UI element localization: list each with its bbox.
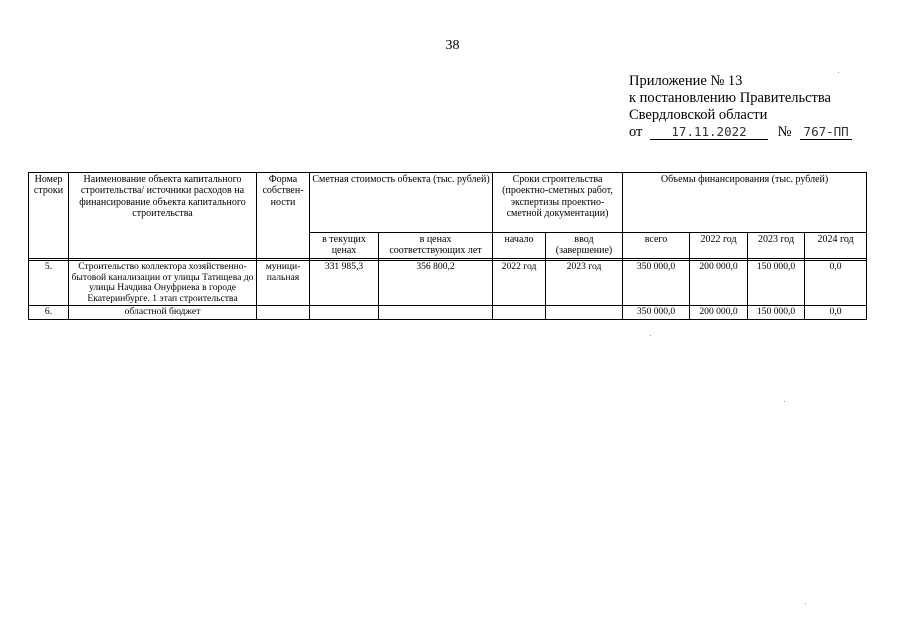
scan-speck [784, 401, 785, 402]
appendix-header [629, 73, 852, 141]
cell-current-prices [310, 306, 379, 320]
cell-2023: 150 000,0 [748, 261, 805, 306]
cell-2022: 200 000,0 [690, 306, 748, 320]
cell-commissioning [546, 306, 623, 320]
cell-object-name: Строительство коллектора хозяйственно-бытовой канализации от улицы Татищева до улицы Начдива Онуфриева в городе Екатеринбурге. 1 этап строительства [69, 261, 257, 306]
header-financing: Объемы финансирования (тыс. рублей) [623, 173, 867, 233]
header-2024: 2024 год [805, 233, 867, 259]
header-total: всего [623, 233, 690, 259]
header-ownership: Форма собствен-ности [257, 173, 310, 259]
cell-ownership [257, 306, 310, 320]
header-start: начало [493, 233, 546, 259]
header-row-number: Номер строки [29, 173, 69, 259]
header-object-name: Наименование объекта капитального строительства/ источники расходов на финансирование объекта капитального строительства [69, 173, 257, 259]
cell-total: 350 000,0 [623, 306, 690, 320]
cell-corresponding-prices [379, 306, 493, 320]
header-2022: 2022 год [690, 233, 748, 259]
cell-commissioning: 2023 год [546, 261, 623, 306]
scan-speck [805, 603, 806, 604]
cell-row-number: 6. [29, 306, 69, 320]
appendix-title: Приложение № 13 [629, 73, 743, 89]
table-row [29, 261, 867, 306]
cell-current-prices: 331 985,3 [310, 261, 379, 306]
cell-ownership: муници-пальная [257, 261, 310, 306]
cell-object-name: областной бюджет [69, 306, 257, 320]
header-estimated-cost: Сметная стоимость объекта (тыс. рублей) [310, 173, 493, 233]
table-row [29, 306, 867, 320]
cell-total: 350 000,0 [623, 261, 690, 306]
cell-start [493, 306, 546, 320]
header-construction-terms: Сроки строительства (проектно-сметных работ, экспертизы проектно-сметной документации) [493, 173, 623, 233]
cell-corresponding-prices: 356 800,2 [379, 261, 493, 306]
header-2023: 2023 год [748, 233, 805, 259]
table-header-row [29, 173, 867, 233]
scan-speck [650, 335, 651, 336]
cell-start: 2022 год [493, 261, 546, 306]
cell-row-number: 5. [29, 261, 69, 306]
page-number: 38 [445, 38, 460, 53]
cell-2023: 150 000,0 [748, 306, 805, 320]
header-corresponding-prices: в ценах соответствующих лет [379, 233, 493, 259]
cell-2024: 0,0 [805, 261, 867, 306]
header-commissioning: ввод (завершение) [546, 233, 623, 259]
cell-2022: 200 000,0 [690, 261, 748, 306]
resolution-date: 17.11.2022 [650, 124, 768, 140]
financing-table [28, 172, 867, 320]
appendix-resolution: к постановлению Правительства [629, 90, 831, 106]
from-label: от [629, 124, 643, 140]
header-current-prices: в текущих ценах [310, 233, 379, 259]
appendix-region: Свердловской области [629, 107, 768, 123]
scan-speck [838, 72, 839, 73]
cell-2024: 0,0 [805, 306, 867, 320]
number-sign: № [777, 124, 792, 140]
appendix-date-number-line [629, 124, 852, 141]
resolution-number: 767-ПП [800, 124, 852, 140]
